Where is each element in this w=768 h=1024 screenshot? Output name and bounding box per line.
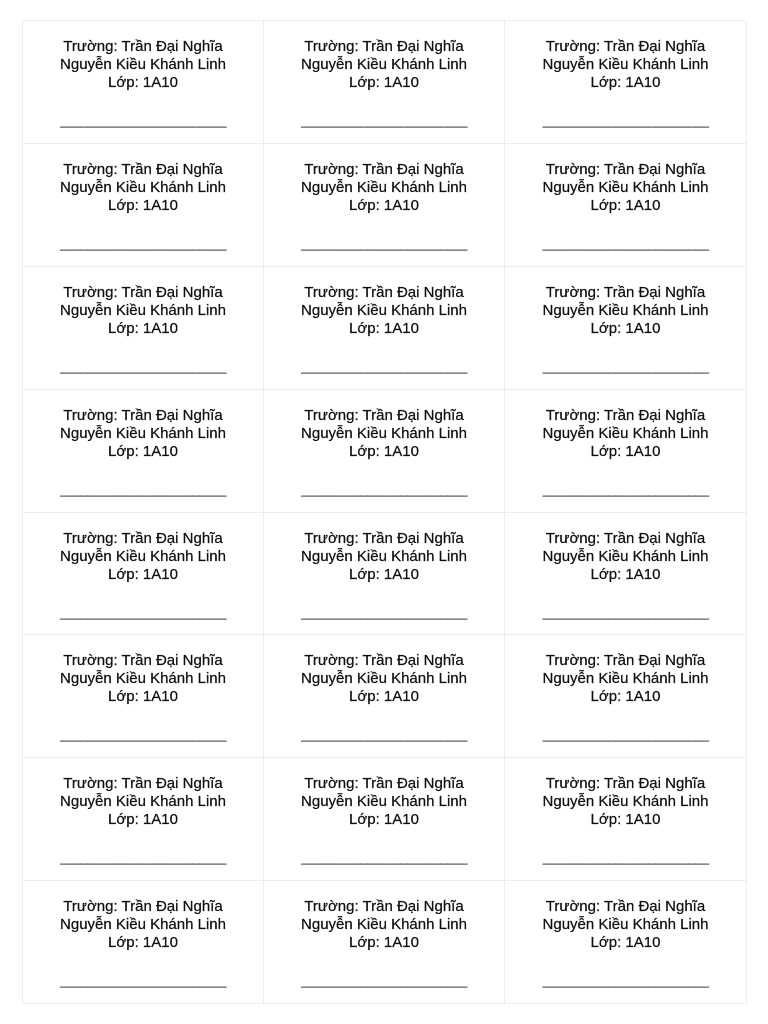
blank-line: _________________________ [60,359,226,374]
school-text: Trường: Trần Đại Nghĩa [304,283,464,301]
student-name-text: Nguyễn Kiều Khánh Linh [542,56,709,73]
name-label [264,635,505,758]
blank-line: _________________________ [542,114,709,128]
class-text: Lớp: 1A10 [349,74,419,91]
student-name-text: Nguyễn Kiều Khánh Linh [542,178,709,196]
blank-line: _________________________ [60,605,226,620]
student-name-text: Nguyễn Kiều Khánh Linh [301,547,467,565]
class-text: Lớp: 1A10 [349,319,419,337]
name-label [264,881,505,1004]
class-text: Lớp: 1A10 [590,319,661,337]
name-label [23,881,264,1004]
school-text: Trường: Trần Đại Nghĩa [545,775,706,793]
blank-line: _________________________ [60,728,226,743]
class-text: Lớp: 1A10 [349,688,419,706]
school-text: Trường: Trần Đại Nghĩa [545,38,706,55]
blank-line: _________________________ [542,605,709,620]
student-name-text: Nguyễn Kiều Khánh Linh [60,56,226,73]
student-name-text: Nguyễn Kiều Khánh Linh [542,424,709,442]
school-text: Trường: Trần Đại Nghĩa [545,652,706,670]
student-name-text: Nguyễn Kiều Khánh Linh [301,670,467,688]
class-text: Lớp: 1A10 [108,565,178,583]
class-text: Lớp: 1A10 [108,196,178,214]
blank-line: _________________________ [60,236,226,251]
name-label [264,267,505,390]
class-text: Lớp: 1A10 [108,811,178,829]
blank-line: _________________________ [60,851,226,866]
student-name-text: Nguyễn Kiều Khánh Linh [301,793,467,811]
blank-line: _________________________ [301,236,467,251]
class-text: Lớp: 1A10 [590,565,661,583]
name-label [23,21,264,144]
school-text: Trường: Trần Đại Nghĩa [304,529,464,547]
student-name-text: Nguyễn Kiều Khánh Linh [60,547,226,565]
class-text: Lớp: 1A10 [349,565,419,583]
school-text: Trường: Trần Đại Nghĩa [63,406,223,424]
name-label [264,513,505,636]
blank-line: _________________________ [542,359,709,374]
name-label [264,144,505,267]
student-name-text: Nguyễn Kiều Khánh Linh [60,670,226,688]
class-text: Lớp: 1A10 [590,934,661,952]
student-name-text: Nguyễn Kiều Khánh Linh [301,56,467,73]
school-text: Trường: Trần Đại Nghĩa [304,898,464,916]
label-sheet [22,20,746,1003]
name-label [505,513,747,636]
blank-line: _________________________ [60,974,226,989]
class-text: Lớp: 1A10 [590,74,661,91]
blank-line: _________________________ [301,974,467,989]
student-name-text: Nguyễn Kiều Khánh Linh [60,178,226,196]
student-name-text: Nguyễn Kiều Khánh Linh [301,424,467,442]
class-text: Lớp: 1A10 [108,442,178,460]
class-text: Lớp: 1A10 [108,934,178,952]
name-label [505,390,747,513]
class-text: Lớp: 1A10 [108,319,178,337]
student-name-text: Nguyễn Kiều Khánh Linh [542,547,709,565]
school-text: Trường: Trần Đại Nghĩa [63,775,223,793]
student-name-text: Nguyễn Kiều Khánh Linh [542,916,709,934]
blank-line: _________________________ [542,236,709,251]
school-text: Trường: Trần Đại Nghĩa [304,160,464,178]
class-text: Lớp: 1A10 [590,811,661,829]
blank-line: _________________________ [301,851,467,866]
blank-line: _________________________ [301,359,467,374]
blank-line: _________________________ [301,114,467,128]
school-text: Trường: Trần Đại Nghĩa [63,898,223,916]
student-name-text: Nguyễn Kiều Khánh Linh [542,670,709,688]
school-text: Trường: Trần Đại Nghĩa [545,898,706,916]
name-label [505,21,747,144]
student-name-text: Nguyễn Kiều Khánh Linh [542,793,709,811]
student-name-text: Nguyễn Kiều Khánh Linh [60,793,226,811]
school-text: Trường: Trần Đại Nghĩa [304,406,464,424]
blank-line: _________________________ [542,851,709,866]
school-text: Trường: Trần Đại Nghĩa [63,652,223,670]
school-text: Trường: Trần Đại Nghĩa [545,529,706,547]
school-text: Trường: Trần Đại Nghĩa [545,283,706,301]
class-text: Lớp: 1A10 [349,811,419,829]
name-label [505,758,747,881]
student-name-text: Nguyễn Kiều Khánh Linh [60,301,226,319]
class-text: Lớp: 1A10 [349,934,419,952]
school-text: Trường: Trần Đại Nghĩa [545,160,706,178]
student-name-text: Nguyễn Kiều Khánh Linh [60,916,226,934]
student-name-text: Nguyễn Kiều Khánh Linh [301,301,467,319]
name-label [23,513,264,636]
school-text: Trường: Trần Đại Nghĩa [63,160,223,178]
class-text: Lớp: 1A10 [108,688,178,706]
student-name-text: Nguyễn Kiều Khánh Linh [542,301,709,319]
name-label [23,267,264,390]
name-label [23,144,264,267]
school-text: Trường: Trần Đại Nghĩa [63,38,223,55]
blank-line: _________________________ [301,482,467,497]
blank-line: _________________________ [542,482,709,497]
name-label [23,390,264,513]
name-label [264,758,505,881]
name-label [264,21,505,144]
class-text: Lớp: 1A10 [590,688,661,706]
name-label [505,144,747,267]
class-text: Lớp: 1A10 [108,74,178,91]
blank-line: _________________________ [301,605,467,620]
school-text: Trường: Trần Đại Nghĩa [63,529,223,547]
student-name-text: Nguyễn Kiều Khánh Linh [60,424,226,442]
class-text: Lớp: 1A10 [590,442,661,460]
name-label [23,635,264,758]
blank-line: _________________________ [542,728,709,743]
class-text: Lớp: 1A10 [590,196,661,214]
class-text: Lớp: 1A10 [349,442,419,460]
school-text: Trường: Trần Đại Nghĩa [63,283,223,301]
blank-line: _________________________ [542,974,709,989]
student-name-text: Nguyễn Kiều Khánh Linh [301,178,467,196]
name-label [23,758,264,881]
name-label [505,635,747,758]
student-name-text: Nguyễn Kiều Khánh Linh [301,916,467,934]
name-label [264,390,505,513]
name-label [505,881,747,1004]
school-text: Trường: Trần Đại Nghĩa [304,38,464,55]
blank-line: _________________________ [301,728,467,743]
name-label [505,267,747,390]
blank-line: _________________________ [60,114,226,128]
school-text: Trường: Trần Đại Nghĩa [545,406,706,424]
school-text: Trường: Trần Đại Nghĩa [304,652,464,670]
class-text: Lớp: 1A10 [349,196,419,214]
school-text: Trường: Trần Đại Nghĩa [304,775,464,793]
blank-line: _________________________ [60,482,226,497]
